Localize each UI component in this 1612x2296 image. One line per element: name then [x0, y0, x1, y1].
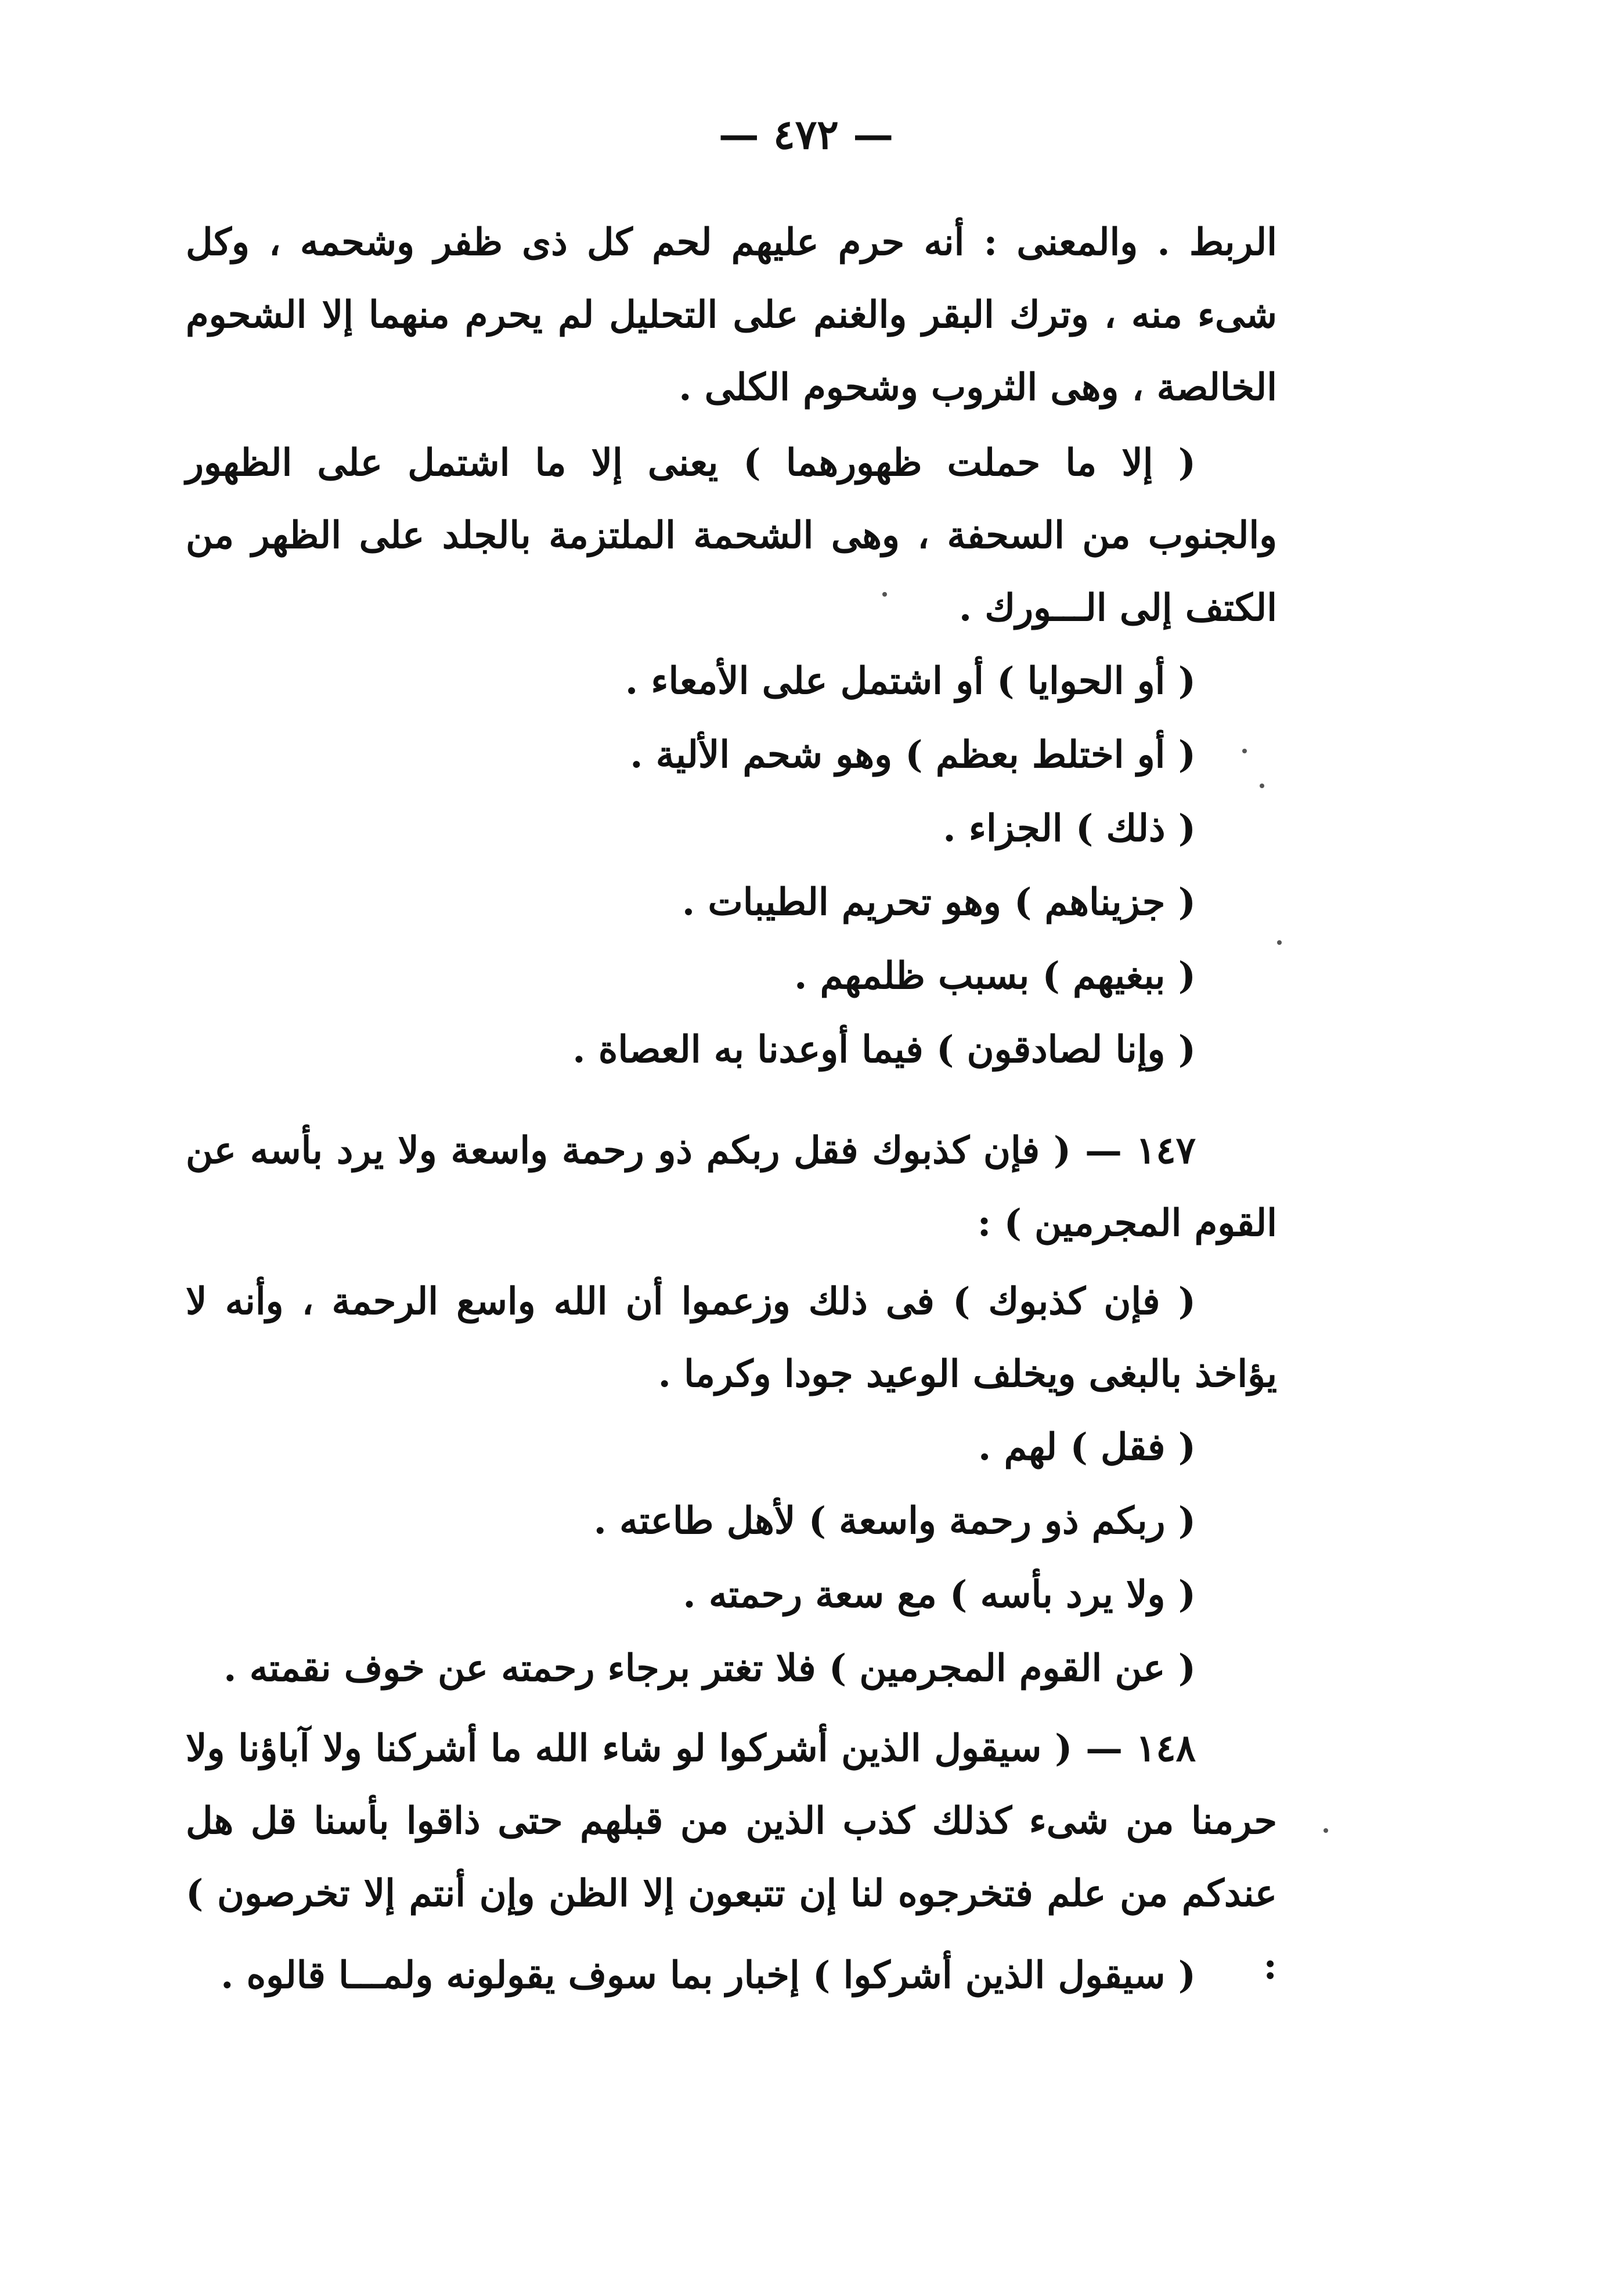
scan-speck: [1260, 784, 1264, 788]
gloss-line: ( فقل ) لهم .: [978, 1425, 1196, 1469]
gloss-line: ( وإنا لصادقون ) فيما أوعدنا به العصاة .: [572, 1028, 1196, 1071]
gloss-line: ( ولا يرد بأسه ) مع سعة رحمته .: [683, 1573, 1196, 1616]
commentary-148: [186, 1938, 1277, 2012]
body-text-top: [186, 206, 1277, 424]
paragraph-backs: ( إلا ما حملت ظهورهما ) يعنى إلا ما اشتمل على الظهور والجنوب من السحفة ، وهى الشحمة الملتزمة بالجلد على الظهر من الكتف إلى الـــورك .: [186, 441, 1278, 630]
gloss-line: ( سيقول الذين أشركوا ) إخبار بما سوف يقولونه ولمـــا قالوه .: [221, 1954, 1196, 1997]
scan-speck: [1324, 1828, 1328, 1833]
verse-147-block: [186, 1114, 1277, 1259]
gloss-line: ( عن القوم المجرمين ) فلا تغتر برجاء رحمته عن خوف نقمته .: [223, 1647, 1196, 1690]
gloss-line: ( جزيناهم ) وهو تحريم الطيبات .: [681, 880, 1196, 924]
gloss-line: ( ببغيهم ) بسبب ظلمهم .: [794, 954, 1196, 998]
gloss-line: ( ربكم ذو رحمة واسعة ) لأهل طاعته .: [593, 1499, 1196, 1543]
paragraph-denial: ( فإن كذبوك ) فى ذلك وزعموا أن الله واسع الرحمة ، وأنه لا يؤاخذ بالبغى ويخلف الوعيد جودا وكرما .: [186, 1280, 1277, 1396]
page-number: — ٤٧٢ —: [718, 110, 894, 158]
gloss-line: ( أو اختلط بعظم ) وهو شحم الألية .: [630, 733, 1196, 777]
scan-speck: [1242, 749, 1247, 753]
body-text-middle: [186, 427, 1277, 644]
gloss-list-1: [186, 644, 1277, 1086]
verse-147: ١٤٧ — ( فإن كذبوك فقل ربكم ذو رحمة واسعة ولا يرد بأسه عن القوم المجرمين ) :: [186, 1129, 1277, 1245]
paragraph-definition: الربط . والمعنى : أنه حرم عليهم لحم كل ذى ظفر وشحمه ، وكل شىء منه ، وترك البقر والغنم على التحليل لم يحرم منهما إلا الشحوم الخالصة ، وهى الثروب وشحوم الكلى .: [186, 221, 1277, 409]
scan-speck: [882, 592, 887, 597]
verse-148: ١٤٨ — ( سيقول الذين أشركوا لو شاء الله ما أشركنا ولا آباؤنا ولا حرمنا من شىء كذلك كذب الذين من قبلهم حتى ذاقوا بأسنا قل هل عندكم من علم فتخرجوه لنا إن تتبعون إلا الظن وإن أنتم إلا تخرصون ) :: [186, 1727, 1277, 1988]
gloss-line: ( أو الحوايا ) أو اشتمل على الأمعاء .: [625, 659, 1196, 703]
commentary-147: [186, 1265, 1277, 1705]
scan-speck: [1277, 940, 1282, 945]
gloss-line: ( ذلك ) الجزاء .: [943, 807, 1196, 850]
